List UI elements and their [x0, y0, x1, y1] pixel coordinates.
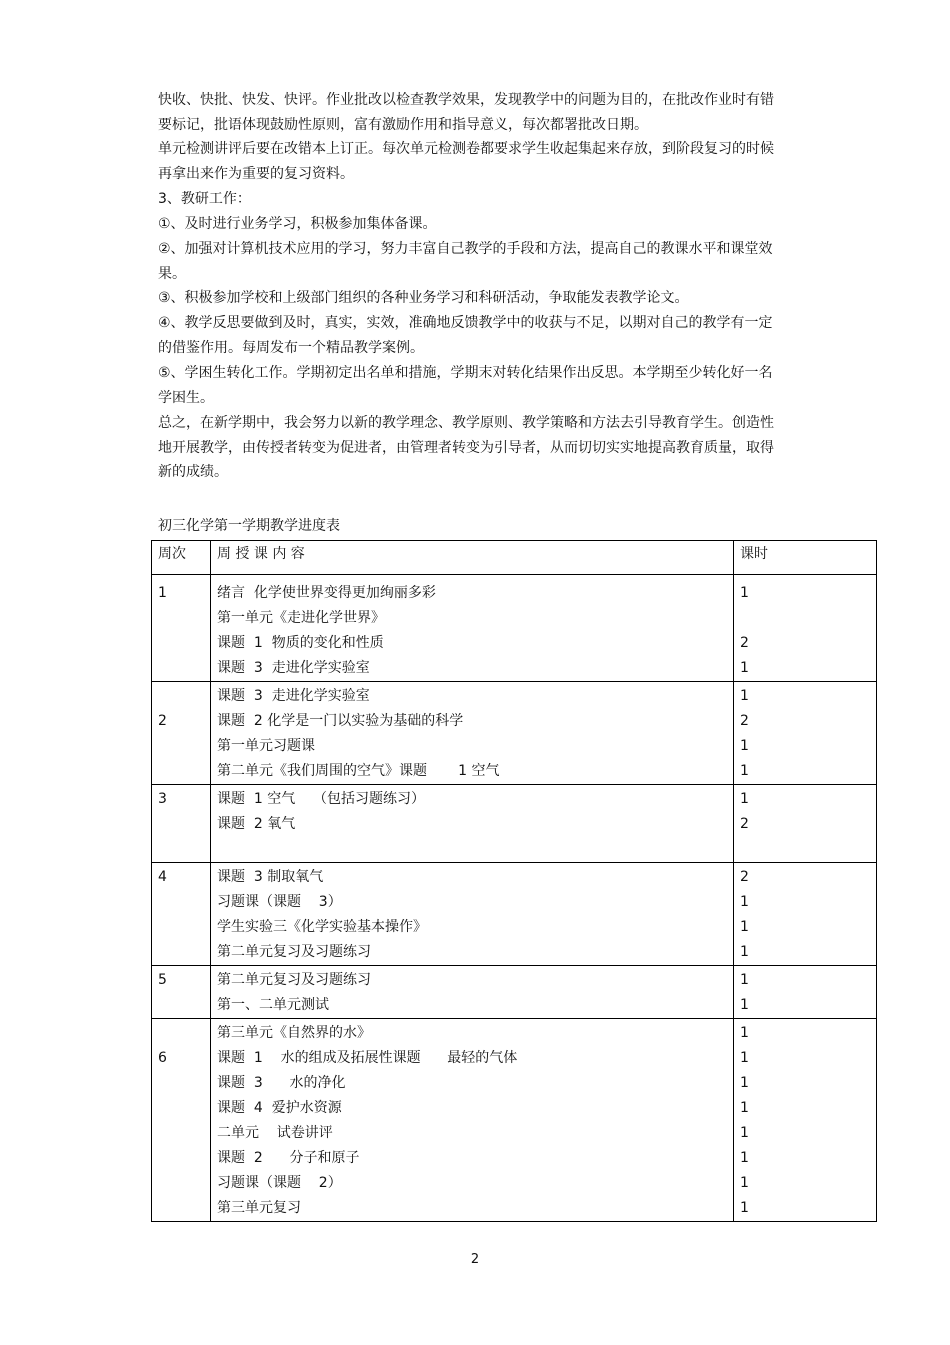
topic-line: 课题 4 爱护水资源 [217, 1100, 342, 1116]
list-item-struggling-students: ⑤、学困生转化工作。学期初定出名单和措施，学期末对转化结果作出反思。本学期至少转化好一名学困生。 [158, 365, 773, 406]
topic-line: 第二单元《我们周围的空气》课题 1 空气 [217, 763, 500, 779]
topic-line: 第二单元复习及习题练习 [217, 944, 371, 960]
hours-value: 1 [740, 1200, 749, 1216]
list-item-study: ①、及时进行业务学习，积极参加集体备课。 [158, 216, 437, 232]
topic-line: 第三单元《自然界的水》 [217, 1025, 371, 1041]
hours-value: 1 [740, 688, 749, 704]
topic-line: 课题 1 物质的变化和性质 [217, 635, 384, 651]
hours-value: 1 [740, 919, 749, 935]
hours-value: 1 [740, 791, 749, 807]
list-item-computer: ②、加强对计算机技术应用的学习，努力丰富自己教学的手段和方法，提高自己的教课水平和课堂效果。 [158, 241, 773, 282]
week-cell [152, 1019, 211, 1222]
table-row [152, 966, 877, 1019]
topic-line: 第一单元《走进化学世界》 [217, 610, 385, 626]
week-number: 6 [158, 1050, 167, 1066]
list-item-research: ③、积极参加学校和上级部门组织的各种业务学习和科研活动，争取能发表教学论文。 [158, 290, 689, 306]
topic-line: 绪言 化学使世界变得更加绚丽多彩 [217, 585, 436, 601]
topic-line: 二单元 试卷讲评 [217, 1125, 333, 1141]
topic-line: 课题 3 水的净化 [217, 1075, 346, 1091]
week-number: 5 [158, 972, 167, 988]
spacer-line [158, 1021, 210, 1046]
week-cell [152, 863, 211, 966]
hours-value: 1 [740, 1125, 749, 1141]
table-row [152, 575, 877, 682]
hours-value: 1 [740, 1075, 749, 1091]
table-row [152, 682, 877, 785]
week-cell [152, 966, 211, 1019]
topic-line: 第一单元习题课 [217, 738, 315, 754]
topic-line: 第二单元复习及习题练习 [217, 972, 371, 988]
hours-cell [734, 1019, 877, 1222]
table-row [152, 1019, 877, 1222]
hours-cell [734, 575, 877, 682]
table-row [152, 785, 877, 863]
table-title: 初三化学第一学期教学进度表 [158, 518, 340, 534]
page-number: 2 [470, 1252, 480, 1267]
topic-line: 习题课（课题 3） [217, 894, 342, 910]
hours-cell [734, 863, 877, 966]
hours-value: 1 [740, 944, 749, 960]
topic-line: 课题 1 水的组成及拓展性课题 最轻的气体 [217, 1050, 518, 1066]
hours-value: 2 [740, 869, 749, 885]
hours-value: 1 [740, 763, 749, 779]
hours-cell [734, 966, 877, 1019]
topics-cell [211, 863, 734, 966]
header-hours: 课时 [734, 541, 877, 575]
hours-value: 1 [740, 1175, 749, 1191]
week-number: 2 [158, 713, 167, 729]
week-cell [152, 785, 211, 863]
topic-line: 第一、二单元测试 [217, 997, 329, 1013]
topic-line: 课题 2 化学是一门以实验为基础的科学 [217, 713, 464, 729]
hours-value: 2 [740, 635, 749, 651]
hours-value [740, 837, 876, 862]
topics-cell [211, 966, 734, 1019]
topic-line: 课题 2 分子和原子 [217, 1150, 360, 1166]
hours-value: 1 [740, 997, 749, 1013]
hours-cell [734, 682, 877, 785]
spacer-line [158, 684, 210, 709]
week-number: 1 [158, 585, 167, 601]
topic-line: 课题 3 走进化学实验室 [217, 660, 370, 676]
paragraph-homework: 快收、快批、快发、快评。作业批改以检查教学效果，发现教学中的问题为目的，在批改作业时有错要标记，批语体现鼓励性原则，富有激励作用和指导意义，每次都署批改日期。 [158, 92, 774, 133]
hours-value: 2 [740, 816, 749, 832]
topic-line: 课题 3 走进化学实验室 [217, 688, 370, 704]
hours-value: 1 [740, 972, 749, 988]
week-cell [152, 575, 211, 682]
header-content: 周 授 课 内 容 [211, 541, 734, 575]
topic-line: 第三单元复习 [217, 1200, 301, 1216]
week-number: 4 [158, 869, 167, 885]
table-row [152, 863, 877, 966]
week-cell [152, 682, 211, 785]
topics-cell [211, 1019, 734, 1222]
list-item-reflection: ④、教学反思要做到及时，真实，实效，准确地反馈教学中的收获与不足，以期对自己的教学有一定的借鉴作用。每周发布一个精品教学案例。 [158, 315, 773, 356]
table-header-row [152, 541, 877, 575]
hours-cell [734, 785, 877, 863]
hours-value: 1 [740, 738, 749, 754]
topic-line [217, 837, 733, 862]
schedule-table [151, 540, 877, 1222]
header-week: 周次 [152, 541, 211, 575]
section-heading-research: 3、教研工作： [158, 191, 251, 207]
hours-value: 1 [740, 1150, 749, 1166]
paragraph-summary: 总之，在新学期中，我会努力以新的教学理念、教学原则、教学策略和方法去引导教育学生。创造性地开展教学，由传授者转变为促进者，由管理者转变为引导者，从而切切实实地提高教育质量，取得新的成绩。 [158, 415, 774, 481]
topics-cell [211, 682, 734, 785]
hours-value [740, 606, 876, 631]
hours-value: 1 [740, 585, 749, 601]
topic-line: 课题 3 制取氧气 [217, 869, 324, 885]
hours-value: 1 [740, 894, 749, 910]
topics-cell [211, 785, 734, 863]
topic-line: 课题 2 氧气 [217, 816, 296, 832]
hours-value: 1 [740, 1100, 749, 1116]
hours-value: 2 [740, 713, 749, 729]
hours-value: 1 [740, 660, 749, 676]
topic-line: 课题 1 空气 （包括习题练习） [217, 791, 426, 807]
hours-value: 1 [740, 1025, 749, 1041]
topics-cell [211, 575, 734, 682]
paragraph-unit-test: 单元检测讲评后要在改错本上订正。每次单元检测卷都要求学生收起集起来存放，到阶段复习的时候再拿出来作为重要的复习资料。 [158, 141, 774, 182]
week-number: 3 [158, 791, 167, 807]
hours-value: 1 [740, 1050, 749, 1066]
topic-line: 习题课（课题 2） [217, 1175, 342, 1191]
topic-line: 学生实验三《化学实验基本操作》 [217, 919, 427, 935]
